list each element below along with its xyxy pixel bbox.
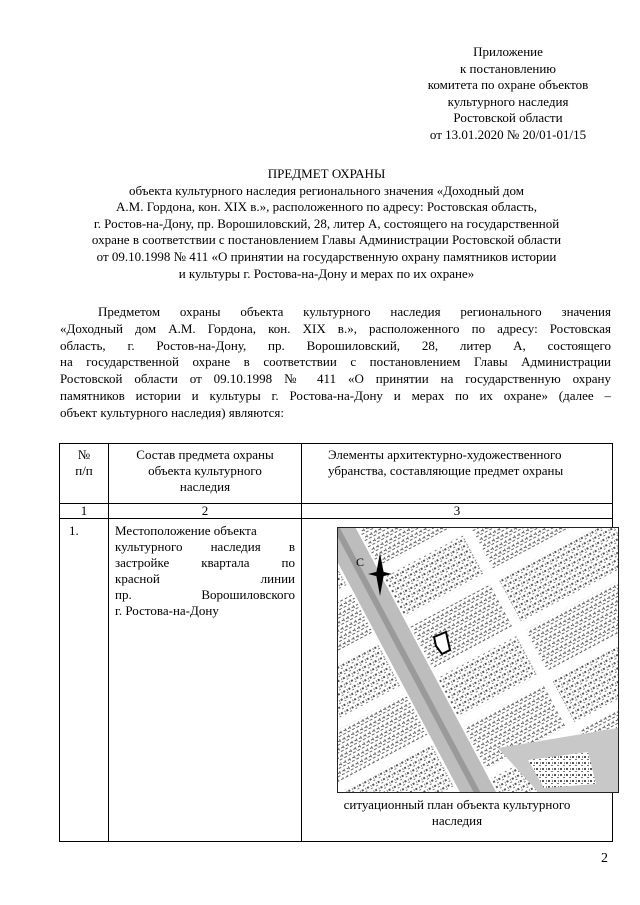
- page-number: 2: [601, 851, 608, 866]
- situation-plan-map: [337, 527, 619, 793]
- subject-line: г. Ростов-на-Дону, пр. Ворошиловский, 28, литер А, состоящего на государственной: [93, 215, 560, 231]
- appendix-line: к постановлению: [459, 60, 557, 76]
- protection-table: [59, 443, 613, 842]
- subject-line: от 09.10.1998 № 411 «О принятии на государственную охрану памятников истории: [96, 248, 557, 264]
- body-line: на государственной охране в соответствии с постановлением Главы Администрации: [60, 354, 611, 370]
- table-header-row: [60, 444, 613, 504]
- appendix-line: Ростовской области: [453, 110, 563, 125]
- column-number: 1: [60, 504, 109, 519]
- column-number: 2: [109, 504, 302, 519]
- row-elements: [302, 519, 613, 842]
- composition-line: культурного наследия в: [115, 539, 295, 554]
- header-composition: [109, 444, 302, 504]
- document-title: ПРЕДМЕТ ОХРАНЫ: [267, 166, 386, 181]
- caption-line: наследия: [431, 813, 483, 828]
- appendix-line: культурного наследия: [447, 93, 569, 109]
- composition-line: застройке квартала по: [115, 555, 295, 570]
- caption-line: ситуационный план объекта культурного: [343, 797, 571, 812]
- composition-line: г. Ростова-на-Дону: [115, 603, 219, 618]
- column-number: 3: [302, 504, 613, 519]
- row-composition: [109, 519, 302, 842]
- composition-line: пр. Ворошиловского: [115, 587, 295, 602]
- body-line: памятников истории и культуры г. Ростова-на-Дону и мерах по их охране» (далее –: [60, 387, 611, 403]
- body-paragraph: [60, 304, 611, 422]
- situation-plan-image: [338, 528, 618, 792]
- composition-line: Местоположение объекта: [115, 523, 257, 538]
- subject-line: объекта культурного наследия регионального значения «Доходный дом: [129, 182, 524, 198]
- subject-heading: [40, 166, 613, 282]
- north-label: С: [356, 555, 365, 569]
- table-row: [60, 519, 613, 842]
- header-text: Элементы архитектурно-художественного: [328, 447, 562, 462]
- subject-line: и культуры г. Ростова-на-Дону и мерах по их охране»: [178, 265, 475, 281]
- header-text: наследия: [179, 479, 231, 494]
- appendix-line: Приложение: [473, 44, 543, 59]
- header-text: п/п: [75, 463, 93, 478]
- header-elements: [302, 444, 613, 504]
- header-text: убранства, составляющие предмет охраны: [328, 463, 564, 478]
- header-text: объекта культурного: [148, 463, 262, 478]
- header-number: [60, 444, 109, 504]
- map-caption: [302, 797, 612, 829]
- table-number-row: [60, 504, 613, 519]
- subject-line: охране в соответствии с постановлением Главы Администрации Ростовской области: [91, 232, 562, 248]
- row-number: 1.: [60, 519, 109, 842]
- appendix-line: от 13.01.2020 № 20/01-01/15: [429, 126, 587, 142]
- appendix-line: комитета по охране объектов: [427, 77, 589, 92]
- body-line: Ростовской области от 09.10.1998 № 411 «О принятии на государственную охрану: [60, 371, 611, 387]
- body-line: объект культурного наследия) являются:: [60, 404, 284, 420]
- body-line: Предметом охраны объекта культурного наследия регионального значения: [98, 304, 611, 319]
- body-line: область, г. Ростов-на-Дону, пр. Ворошиловский, 28, литер А, состоящего: [60, 337, 611, 353]
- composition-line: красной линии: [115, 571, 295, 586]
- subject-line: А.М. Гордона, кон. XIX в.», расположенного по адресу: Ростовская область,: [116, 199, 537, 215]
- body-line: «Доходный дом А.М. Гордона, кон. XIX в.», расположенного по адресу: Ростовская: [60, 320, 611, 336]
- appendix-header: [390, 44, 626, 143]
- header-text: Состав предмета охраны: [136, 447, 274, 462]
- header-text: №: [77, 447, 91, 462]
